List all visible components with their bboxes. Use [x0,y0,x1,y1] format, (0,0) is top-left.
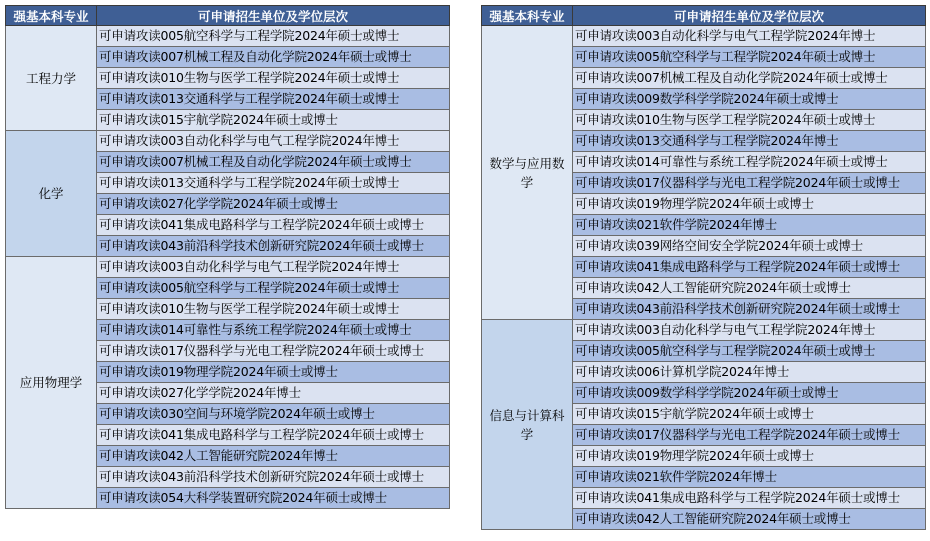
option-cell: 可申请攻读005航空科学与工程学院2024年硕士或博士 [97,278,450,299]
major-cell: 工程力学 [6,26,97,131]
option-cell: 可申请攻读030空间与环境学院2024年硕士或博士 [97,404,450,425]
option-cell: 可申请攻读015宇航学院2024年硕士或博士 [97,110,450,131]
major-cell: 化学 [6,131,97,257]
option-cell: 可申请攻读003自动化科学与电气工程学院2024年博士 [97,257,450,278]
option-cell: 可申请攻读003自动化科学与电气工程学院2024年博士 [573,26,926,47]
option-cell: 可申请攻读027化学学院2024年博士 [97,383,450,404]
option-cell: 可申请攻读043前沿科学技术创新研究院2024年硕士或博士 [97,236,450,257]
left-table [5,5,450,509]
major-column-header: 强基本科专业 [482,6,573,26]
right-table [481,5,926,530]
option-cell: 可申请攻读021软件学院2024年博士 [573,215,926,236]
option-cell: 可申请攻读005航空科学与工程学院2024年硕士或博士 [573,341,926,362]
major-cell: 应用物理学 [6,257,97,509]
option-cell: 可申请攻读009数学科学学院2024年硕士或博士 [573,383,926,404]
option-cell: 可申请攻读013交通科学与工程学院2024年硕士或博士 [97,173,450,194]
option-cell: 可申请攻读013交通科学与工程学院2024年硕士或博士 [97,89,450,110]
option-cell: 可申请攻读017仪器科学与光电工程学院2024年硕士或博士 [573,425,926,446]
option-cell: 可申请攻读010生物与医学工程学院2024年硕士或博士 [97,299,450,320]
option-cell: 可申请攻读017仪器科学与光电工程学院2024年硕士或博士 [573,173,926,194]
option-cell: 可申请攻读007机械工程及自动化学院2024年硕士或博士 [97,152,450,173]
option-cell: 可申请攻读021软件学院2024年博士 [573,467,926,488]
option-cell: 可申请攻读010生物与医学工程学院2024年硕士或博士 [573,110,926,131]
option-cell: 可申请攻读019物理学院2024年硕士或博士 [97,362,450,383]
options-column-header: 可申请招生单位及学位层次 [573,6,926,26]
option-cell: 可申请攻读041集成电路科学与工程学院2024年硕士或博士 [573,257,926,278]
option-cell: 可申请攻读041集成电路科学与工程学院2024年硕士或博士 [97,215,450,236]
table-row [482,320,926,341]
option-cell: 可申请攻读005航空科学与工程学院2024年硕士或博士 [97,26,450,47]
option-cell: 可申请攻读010生物与医学工程学院2024年硕士或博士 [97,68,450,89]
option-cell: 可申请攻读043前沿科学技术创新研究院2024年硕士或博士 [97,467,450,488]
table-row [6,131,450,152]
option-cell: 可申请攻读019物理学院2024年硕士或博士 [573,446,926,467]
option-cell: 可申请攻读003自动化科学与电气工程学院2024年博士 [573,320,926,341]
option-cell: 可申请攻读041集成电路科学与工程学院2024年硕士或博士 [573,488,926,509]
option-cell: 可申请攻读014可靠性与系统工程学院2024年硕士或博士 [573,152,926,173]
option-cell: 可申请攻读042人工智能研究院2024年硕士或博士 [573,509,926,530]
option-cell: 可申请攻读027化学学院2024年硕士或博士 [97,194,450,215]
option-cell: 可申请攻读014可靠性与系统工程学院2024年硕士或博士 [97,320,450,341]
header-row [482,6,926,26]
option-cell: 可申请攻读019物理学院2024年硕士或博士 [573,194,926,215]
table-row [6,257,450,278]
option-cell: 可申请攻读039网络空间安全学院2024年硕士或博士 [573,236,926,257]
option-cell: 可申请攻读007机械工程及自动化学院2024年硕士或博士 [573,68,926,89]
option-cell: 可申请攻读003自动化科学与电气工程学院2024年博士 [97,131,450,152]
option-cell: 可申请攻读005航空科学与工程学院2024年硕士或博士 [573,47,926,68]
option-cell: 可申请攻读006计算机学院2024年博士 [573,362,926,383]
option-cell: 可申请攻读013交通科学与工程学院2024年博士 [573,131,926,152]
options-column-header: 可申请招生单位及学位层次 [97,6,450,26]
option-cell: 可申请攻读042人工智能研究院2024年硕士或博士 [573,278,926,299]
table-row [6,26,450,47]
option-cell: 可申请攻读015宇航学院2024年硕士或博士 [573,404,926,425]
table-row [482,26,926,47]
option-cell: 可申请攻读042人工智能研究院2024年博士 [97,446,450,467]
option-cell: 可申请攻读009数学科学学院2024年硕士或博士 [573,89,926,110]
option-cell: 可申请攻读054大科学装置研究院2024年硕士或博士 [97,488,450,509]
option-cell: 可申请攻读043前沿科学技术创新研究院2024年硕士或博士 [573,299,926,320]
option-cell: 可申请攻读007机械工程及自动化学院2024年硕士或博士 [97,47,450,68]
major-cell: 数学与应用数学 [482,26,573,320]
major-cell: 信息与计算科学 [482,320,573,530]
option-cell: 可申请攻读017仪器科学与光电工程学院2024年硕士或博士 [97,341,450,362]
major-column-header: 强基本科专业 [6,6,97,26]
option-cell: 可申请攻读041集成电路科学与工程学院2024年硕士或博士 [97,425,450,446]
header-row [6,6,450,26]
